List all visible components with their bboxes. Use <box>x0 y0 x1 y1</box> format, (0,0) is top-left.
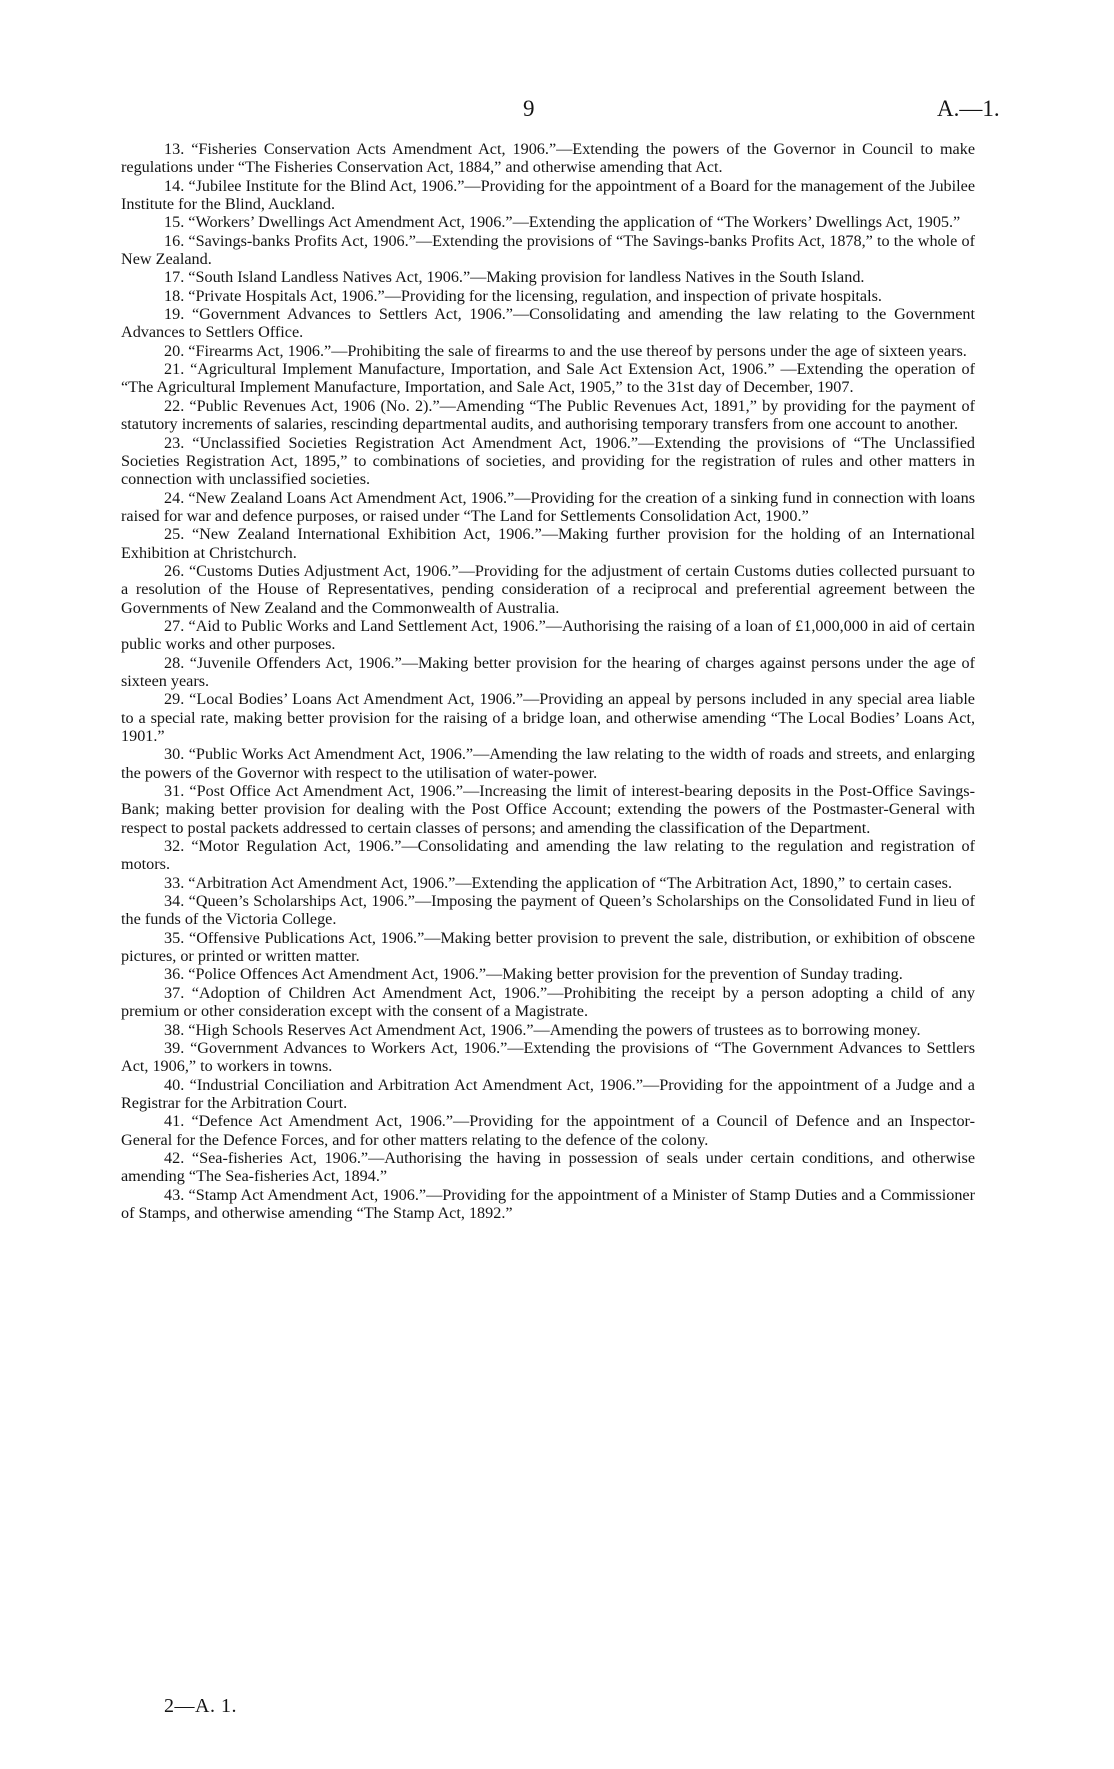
act-item <box>121 525 975 562</box>
act-item-number: 15. <box>164 213 185 232</box>
act-item-number: 37. <box>164 983 185 1002</box>
act-item-text: “Local Bodies’ Loans Act Amendment Act, 1906.”—Providing an appeal by persons included in any special area liable to a special rate, making better provision for the raising of a bridge loan, and otherwise amending “The Local Bodies’ Loans Act, 1901.” <box>121 690 975 745</box>
act-item <box>121 360 975 397</box>
act-item-number: 34. <box>164 892 185 911</box>
act-item-text: “Government Advances to Settlers Act, 1906.”—Consolidating and amending the law relating to the Government Advances to Settlers Office. <box>121 305 976 342</box>
act-item-text: “Customs Duties Adjustment Act, 1906.”—Providing for the adjustment of certain Customs duties collected pursuant to a resolution of the House of Representatives, pending consideration of a reciprocal and preferential agreement between the Governments of New Zealand and the Commonwealth of Australia. <box>121 561 975 617</box>
act-item <box>121 232 975 269</box>
act-item-number: 30. <box>164 745 185 764</box>
act-item-text: “Industrial Conciliation and Arbitration Act Amendment Act, 1906.”—Providing for the appointment of a Judge and a Registrar for the Arbitration Court. <box>121 1075 975 1112</box>
act-item-number: 43. <box>164 1185 185 1204</box>
act-item-text: “Adoption of Children Act Amendment Act, 1906.”—Prohibiting the receipt by a person adopting a child of any premium or other consideration except with the consent of a Magistrate. <box>121 983 975 1021</box>
act-item-text: “Offensive Publications Act, 1906.”—Making better provision to prevent the sale, distribution, or exhibition of obscene pictures, or printed or written matter. <box>121 928 976 966</box>
acts-list <box>121 140 975 1222</box>
act-item <box>121 287 975 305</box>
act-item-text: “Arbitration Act Amendment Act, 1906.”—Extending the application of “The Arbitration Act, 1890,” to certain cases. <box>188 873 953 892</box>
act-item-text: “Unclassified Societies Registration Act Amendment Act, 1906.”—Extending the provisions of “The Unclassified Societies Registration Act, 1895,” to combinations of societies, and providing for the registration of rules and other matters in connection with unclassified societies. <box>121 433 976 489</box>
act-item-number: 26. <box>164 561 185 580</box>
act-item <box>121 965 975 983</box>
act-item-text: “Savings-banks Profits Act, 1906.”—Extending the provisions of “The Savings-banks Profits Act, 1878,” to the whole of New Zealand. <box>121 231 975 269</box>
act-item <box>121 434 975 489</box>
act-item <box>121 1076 975 1113</box>
act-item <box>121 177 975 214</box>
act-item-number: 22. <box>164 396 185 415</box>
act-item <box>121 213 975 231</box>
act-item-number: 16. <box>164 231 185 250</box>
act-item <box>121 1149 975 1186</box>
act-item-number: 13. <box>164 140 185 158</box>
act-item-number: 27. <box>164 616 185 635</box>
act-item <box>121 617 975 654</box>
act-item-text: “Private Hospitals Act, 1906.”—Providing for the licensing, regulation, and inspection of private hospitals. <box>188 286 882 305</box>
act-item <box>121 929 975 966</box>
act-item-text: “Defence Act Amendment Act, 1906.”—Providing for the appointment of a Council of Defence and an Inspector-General for the Defence Forces, and for other matters relating to the defence of the colony. <box>121 1112 976 1149</box>
signature-mark: 2—A. 1. <box>164 1695 237 1717</box>
act-item-text: “Aid to Public Works and Land Settlement Act, 1906.”—Authorising the raising of a loan of £1,000,000 in aid of certain public works and other purposes. <box>121 616 976 654</box>
act-item-number: 41. <box>164 1112 185 1131</box>
act-item-text: “Public Works Act Amendment Act, 1906.”—Amending the law relating to the width of roads and streets, and enlarging the powers of the Governor with respect to the utilisation of water-power. <box>121 745 976 782</box>
act-item-text: “Government Advances to Workers Act, 1906.”—Extending the provisions of “The Government Advances to Settlers Act, 1906,” to workers in towns. <box>121 1038 975 1076</box>
act-item <box>121 782 975 837</box>
act-item <box>121 874 975 892</box>
act-item-text: “Motor Regulation Act, 1906.”—Consolidating and amending the law relating to the regulation and registration of motors. <box>121 837 975 874</box>
act-item-text: “Fisheries Conservation Acts Amendment Act, 1906.”—Extending the powers of the Governor in Council to make regulations under “The Fisheries Conservation Act, 1884,” and otherwise amending that Act. <box>121 140 976 177</box>
act-item-number: 17. <box>164 268 185 287</box>
act-item-text: “Police Offences Act Amendment Act, 1906.”—Making better provision for the prevention of Sunday trading. <box>188 965 903 984</box>
act-item <box>121 1039 975 1076</box>
act-item-number: 32. <box>164 837 185 856</box>
act-item-text: “Queen’s Scholarships Act, 1906.”—Imposing the payment of Queen’s Scholarships on the Consolidated Fund in lieu of the funds of the Victoria College. <box>121 892 976 929</box>
act-item-number: 39. <box>164 1038 185 1057</box>
act-item-text: “Stamp Act Amendment Act, 1906.”—Providing for the appointment of a Minister of Stamp Duties and a Commissioner of Stamps, and otherwise amending “The Stamp Act, 1892.” <box>121 1185 975 1222</box>
act-item-number: 20. <box>164 341 185 360</box>
act-item-text: “Firearms Act, 1906.”—Prohibiting the sale of firearms to and the use thereof by persons under the age of sixteen years. <box>188 341 967 360</box>
act-item-text: “Jubilee Institute for the Blind Act, 1906.”—Providing for the appointment of a Board for the management of the Jubilee Institute for the Blind, Auckland. <box>121 176 976 214</box>
act-item-number: 33. <box>164 873 185 892</box>
act-item-number: 42. <box>164 1148 185 1167</box>
act-item <box>121 1112 975 1149</box>
act-item-text: “South Island Landless Natives Act, 1906.”—Making provision for landless Natives in the South Island. <box>188 268 865 287</box>
act-item <box>121 140 975 177</box>
act-item-number: 14. <box>164 176 185 195</box>
act-item-number: 19. <box>164 305 185 324</box>
paper-reference: A.—1. <box>937 96 1000 121</box>
act-item-number: 38. <box>164 1020 185 1039</box>
act-item-text: “Agricultural Implement Manufacture, Importation, and Sale Act Extension Act, 1906.” —Extending the operation of “The Agricultural Implement Manufacture, Importation, and Sale Act, 1905,” to the 31st day of December, 1907. <box>121 360 976 397</box>
act-item <box>121 1021 975 1039</box>
act-item-text: “New Zealand International Exhibition Act, 1906.”—Making further provision for the holding of an International Exhibition at Christchurch. <box>121 525 976 562</box>
act-item-text: “Public Revenues Act, 1906 (No. 2).”—Amending “The Public Revenues Act, 1891,” by providing for the payment of statutory increments of salaries, rescinding departmental audits, and authorising temporary transfers from one account to another. <box>121 396 975 434</box>
act-item <box>121 342 975 360</box>
act-item <box>121 984 975 1021</box>
act-item <box>121 892 975 929</box>
act-item <box>121 397 975 434</box>
act-item-text: “Workers’ Dwellings Act Amendment Act, 1906.”—Extending the application of “The Workers’ Dwellings Act, 1905.” <box>188 213 961 232</box>
act-item-number: 24. <box>164 488 185 507</box>
act-item <box>121 690 975 745</box>
act-item-number: 23. <box>164 433 185 452</box>
act-item-text: “High Schools Reserves Act Amendment Act, 1906.”—Amending the powers of trustees as to borrowing money. <box>188 1020 921 1039</box>
act-item-number: 29. <box>164 690 185 709</box>
act-item-text: “Post Office Act Amendment Act, 1906.”—Increasing the limit of interest-bearing deposits in the Post-Office Savings-Bank; making better provision for dealing with the Post Office Account; extending the powers of the Postmaster-General with respect to postal packets addressed to certain classes of persons; and amending the classification of the Department. <box>121 782 976 837</box>
act-item <box>121 268 975 286</box>
act-item-number: 35. <box>164 928 185 947</box>
act-item-number: 40. <box>164 1075 185 1094</box>
act-item-text: “New Zealand Loans Act Amendment Act, 1906.”—Providing for the creation of a sinking fund in connection with loans raised for war and defence purposes, or raised under “The Land for Settlements Consolidation Act, 1900.” <box>121 488 975 525</box>
act-item <box>121 562 975 617</box>
act-item <box>121 1186 975 1223</box>
act-item <box>121 654 975 691</box>
act-item-number: 18. <box>164 286 185 305</box>
page-number: 9 <box>523 96 535 121</box>
act-item <box>121 745 975 782</box>
act-item-number: 31. <box>164 782 185 801</box>
act-item-number: 36. <box>164 965 185 984</box>
act-item-number: 28. <box>164 653 185 672</box>
act-item-text: “Sea-fisheries Act, 1906.”—Authorising the having in possession of seals under certain conditions, and otherwise amending “The Sea-fisheries Act, 1894.” <box>121 1148 976 1186</box>
act-item-text: “Juvenile Offenders Act, 1906.”—Making better provision for the hearing of charges against persons under the age of sixteen years. <box>121 653 976 690</box>
act-item <box>121 305 975 342</box>
act-item <box>121 837 975 874</box>
act-item-number: 21. <box>164 360 185 379</box>
act-item <box>121 489 975 526</box>
act-item-number: 25. <box>164 525 185 544</box>
